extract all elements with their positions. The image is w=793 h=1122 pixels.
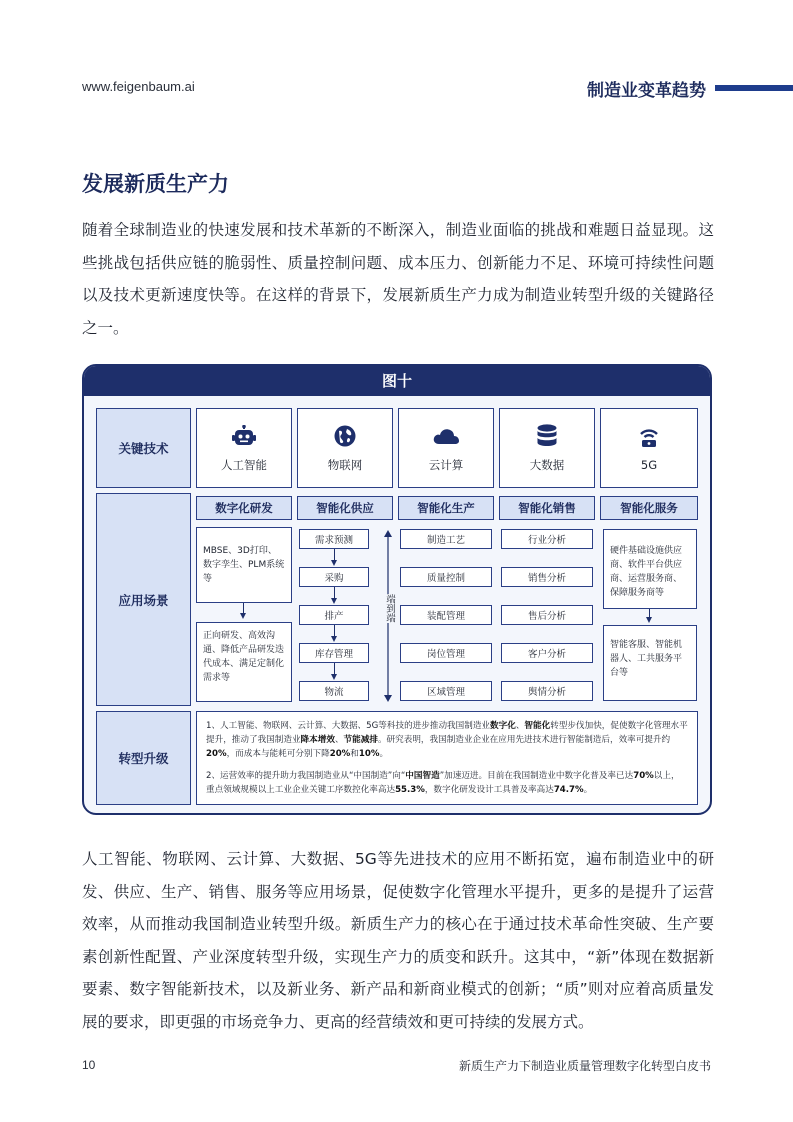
supply-arrow-down-icon — [331, 636, 337, 642]
service-arrow-down-icon — [646, 617, 652, 623]
sales-item: 售后分析 — [501, 605, 593, 625]
row-head-applications — [96, 493, 191, 706]
section-title: 发展新质生产力 — [82, 172, 229, 196]
category-smart-service: 智能化服务 — [600, 496, 698, 520]
upgrade-description — [196, 711, 698, 805]
footer-doc-title: 新质生产力下制造业质量管理数字化转型白皮书 — [458, 1059, 711, 1073]
service-smart-box: 智能客服、智能机器人、工共服务平台等 — [603, 625, 697, 701]
row-head-key-tech-label: 关键技术 — [118, 441, 169, 456]
supply-arrow-down-icon — [331, 560, 337, 566]
tech-iot — [297, 408, 393, 488]
rd-benefits-box: 正向研发、高效沟通、降低产品研发迭代成本、满足定制化需求等 — [196, 622, 292, 702]
tech-bigdata — [499, 408, 595, 488]
figure-10 — [82, 364, 712, 815]
supply-item: 采购 — [299, 567, 369, 587]
site-url[interactable]: www.feigenbaum.ai — [82, 79, 195, 94]
page-number: 10 — [82, 1058, 96, 1072]
production-item: 装配管理 — [400, 605, 492, 625]
upgrade-point-1: 1、人工智能、物联网、云计算、大数据、5G等科技的进步推动我国制造业数字化、智能化转型步伐加快，促使数字化管理水平提升，推动了我国制造业降本增效、节能减排。研究表明，我国制造业企业在应用先进技术进行智能制造后，效率可提升约20%，而成本与能耗可分别下降20%和10%。 — [206, 721, 688, 759]
category-smart-sales: 智能化销售 — [499, 496, 595, 520]
tech-label: 人工智能 — [221, 458, 267, 472]
sales-item: 行业分析 — [501, 529, 593, 549]
tech-label: 5G — [640, 458, 658, 472]
supply-arrow-down-icon — [331, 598, 337, 604]
category-smart-supply: 智能化供应 — [297, 496, 393, 520]
sales-item: 舆情分析 — [501, 681, 593, 701]
figure-title: 图十 — [84, 366, 710, 396]
row-head-upgrade-label: 转型升级 — [118, 751, 169, 766]
supply-item: 排产 — [299, 605, 369, 625]
category-smart-production: 智能化生产 — [398, 496, 494, 520]
header-accent-bar — [715, 85, 793, 91]
signal-icon — [635, 424, 663, 450]
tech-cloud — [398, 408, 494, 488]
upgrade-point-2: 2、运营效率的提升助力我国制造业从“中国制造”向“中国智造”加速迈进。目前在我国制造业中数字化普及率已达70%以上，重点领域规模以上工业企业关键工序数控化率高达55.3%，数字化研发设计工具普及率高达74.7%。 — [206, 771, 680, 795]
end-to-end-label: 端到端 — [384, 594, 395, 623]
tech-label: 云计算 — [428, 458, 464, 472]
chapter-title: 制造业变革趋势 — [587, 81, 706, 101]
rd-arrow-down-icon — [240, 613, 246, 619]
row-head-key-tech — [96, 408, 191, 488]
body-paragraph: 人工智能、物联网、云计算、大数据、5G等先进技术的应用不断拓宽，遍布制造业中的研发、供应、生产、销售、服务等应用场景，促使数字化管理水平提升，更多的是提升了运营效率，从而推动我国制造业转型升级。新质生产力的核心在于通过技术革命性突破、生产要素创新性配置、产业深度转型升级，实现生产力的质变和跃升。这其中，“新”体现在数据新要素、数字智能新技术，以及新业务、新产品和新商业模式的创新；“质”则对应着高质量发展的要求，即更强的市场竞争力、更高的经营绩效和更可持续的发展方式。 — [82, 850, 714, 1031]
tech-5g — [600, 408, 698, 488]
supply-item: 需求预测 — [299, 529, 369, 549]
supply-item: 物流 — [299, 681, 369, 701]
globe-icon — [331, 423, 359, 449]
production-item: 区域管理 — [400, 681, 492, 701]
database-icon — [533, 423, 561, 449]
tech-label: 大数据 — [529, 458, 565, 472]
service-providers-box: 硬件基础设施供应商、软件平台供应商、运营服务商、保障服务商等 — [603, 529, 697, 609]
rd-tools-box: MBSE、3D打印、数字孪生、PLM系统等 — [196, 527, 292, 603]
intro-paragraph: 随着全球制造业的快速发展和技术革新的不断深入，制造业面临的挑战和难题日益显现。这些挑战包括供应链的脆弱性、质量控制问题、成本压力、创新能力不足、环境可持续性问题以及技术更新速度快等。在这样的背景下，发展新质生产力成为制造业转型升级的关键路径之一。 — [82, 221, 714, 337]
production-item: 岗位管理 — [400, 643, 492, 663]
sales-item: 销售分析 — [501, 567, 593, 587]
supply-item: 库存管理 — [299, 643, 369, 663]
sales-item: 客户分析 — [501, 643, 593, 663]
production-item: 质量控制 — [400, 567, 492, 587]
row-head-applications-label: 应用场景 — [118, 592, 169, 608]
tech-ai — [196, 408, 292, 488]
robot-icon — [230, 423, 258, 449]
tech-label: 物联网 — [327, 458, 363, 472]
supply-arrow-down-icon — [331, 674, 337, 680]
category-digital-rd: 数字化研发 — [196, 496, 292, 520]
cloud-icon — [432, 423, 460, 449]
production-item: 制造工艺 — [400, 529, 492, 549]
row-head-upgrade — [96, 711, 191, 805]
